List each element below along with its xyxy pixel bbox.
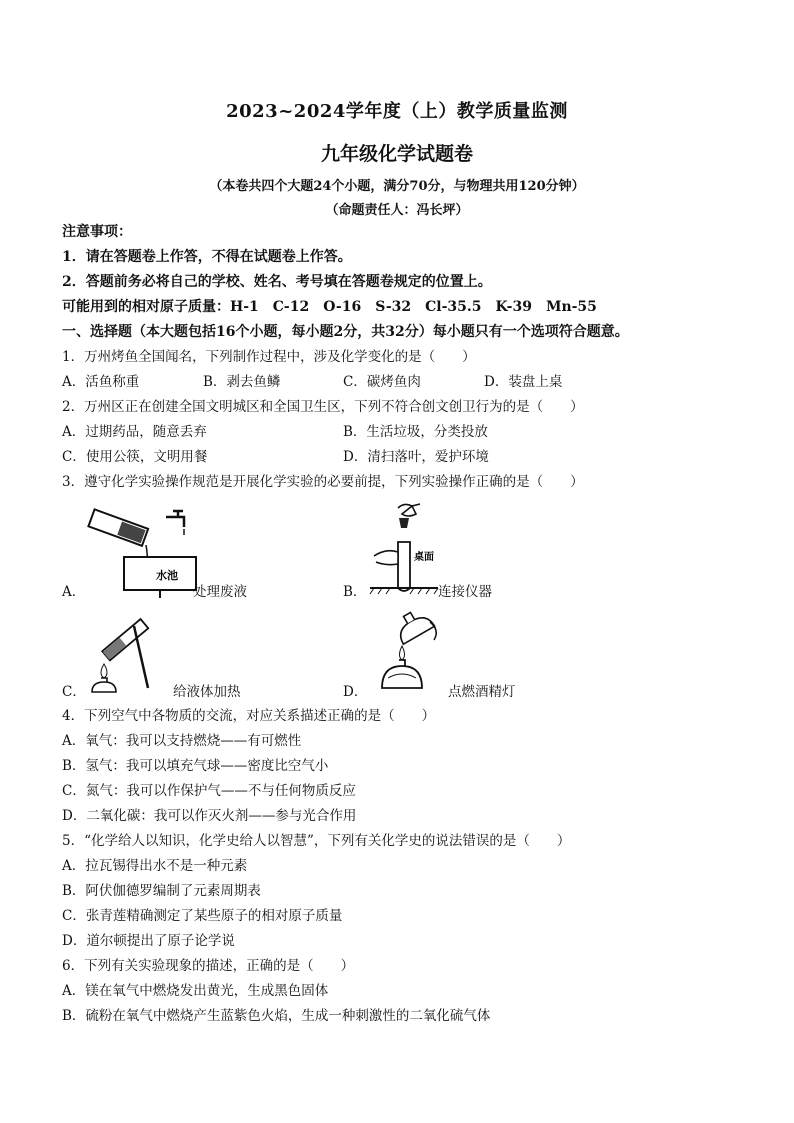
q6-option-b: B．硫粉在氧气中燃烧产生蓝紫色火焰，生成一种刺激性的二氧化硫气体 (62, 1008, 491, 1024)
q2-option-d: D．清扫落叶，爱护环境 (343, 449, 489, 465)
q4-option-a: A．氧气：我可以支持燃烧——有可燃性 (62, 733, 302, 749)
q5-option-b: B．阿伏伽德罗编制了元素周期表 (62, 883, 261, 899)
q2-option-b: B．生活垃圾，分类投放 (343, 424, 488, 440)
fig-dispose-waste-liquid (84, 505, 199, 600)
q3-option-d-letter: D． (343, 684, 368, 700)
q4-stem: 4．下列空气中各物质的交流，对应关系描述正确的是（ ） (62, 708, 436, 724)
fig-heat-liquid (84, 606, 164, 696)
exam-info: （本卷共四个大题24个小题，满分70分，与物理共用120分钟） (209, 179, 585, 194)
q1-option-d: D．装盘上桌 (484, 374, 563, 390)
q6-option-a: A．镁在氧气中燃烧发出黄光，生成黑色固体 (62, 983, 329, 999)
q5-option-a: A．拉瓦锡得出水不是一种元素 (62, 858, 248, 874)
q4-option-c: C．氮气：我可以作保护气——不与任何物质反应 (62, 783, 356, 799)
q1-stem: 1．万州烤鱼全国闻名，下列制作过程中，涉及化学变化的是（ ） (62, 349, 476, 365)
q5-option-d: D．道尔顿提出了原子论学说 (62, 933, 235, 949)
q2-option-c: C．使用公筷，文明用餐 (62, 449, 208, 465)
atomic-mass-line: 可能用到的相对原子质量：H-1 C-12 O-16 S-32 Cl-35.5 K-39 Mn-55 (62, 299, 597, 315)
q2-stem: 2．万州区正在创建全国文明城区和全国卫生区，下列不符合创文创卫行为的是（ ） (62, 399, 584, 415)
notes-heading: 注意事项： (62, 224, 132, 240)
q1-option-b: B．剥去鱼鳞 (203, 374, 281, 390)
q4-option-b: B．氢气：我可以填充气球——密度比空气小 (62, 758, 329, 774)
table-label: 桌面 (414, 552, 434, 563)
q6-stem: 6．下列有关实验现象的描述，正确的是（ ） (62, 958, 355, 974)
sink-label: 水池 (156, 569, 178, 582)
note-item-2: 2．答题前务必将自己的学校、姓名、考号填在答题卷规定的位置上。 (62, 274, 492, 290)
q5-option-c: C．张青莲精确测定了某些原子的相对原子质量 (62, 908, 343, 924)
q3-option-a-caption: 处理废液 (193, 584, 247, 600)
q3-option-c-caption: 给液体加热 (173, 684, 241, 700)
exam-title: 2023~2024学年度（上）教学质量监测 (226, 101, 568, 122)
exam-author: （命题责任人：冯长坪） (325, 203, 469, 218)
q3-option-a-letter: A． (62, 584, 86, 600)
fig-light-alcohol-lamp (368, 606, 446, 696)
q3-stem: 3．遵守化学实验操作规范是开展化学实验的必要前提，下列实验操作正确的是（ ） (62, 474, 584, 490)
q3-option-b-letter: B． (343, 584, 367, 600)
q4-option-d: D．二氧化碳：我可以作灭火剂——参与光合作用 (62, 808, 357, 824)
q1-option-c: C．碳烤鱼肉 (343, 374, 421, 390)
exam-subtitle: 九年级化学试题卷 (320, 143, 473, 165)
q3-option-c-letter: C． (62, 684, 86, 700)
q3-option-b-caption: 连接仪器 (438, 584, 492, 600)
note-item-1: 1．请在答题卷上作答，不得在试题卷上作答。 (62, 249, 352, 265)
section1-heading: 一、选择题（本大题包括16个小题，每小题2分，共32分）每小题只有一个选项符合题意。 (62, 324, 629, 340)
q5-stem: 5．“化学给人以知识，化学史给人以智慧”，下列有关化学史的说法错误的是（ ） (62, 833, 571, 849)
fig-connect-instruments (368, 500, 440, 600)
q1-option-a: A．活鱼称重 (62, 374, 140, 390)
q3-option-d-caption: 点燃酒精灯 (448, 684, 516, 700)
q2-option-a: A．过期药品，随意丢弃 (62, 424, 207, 440)
